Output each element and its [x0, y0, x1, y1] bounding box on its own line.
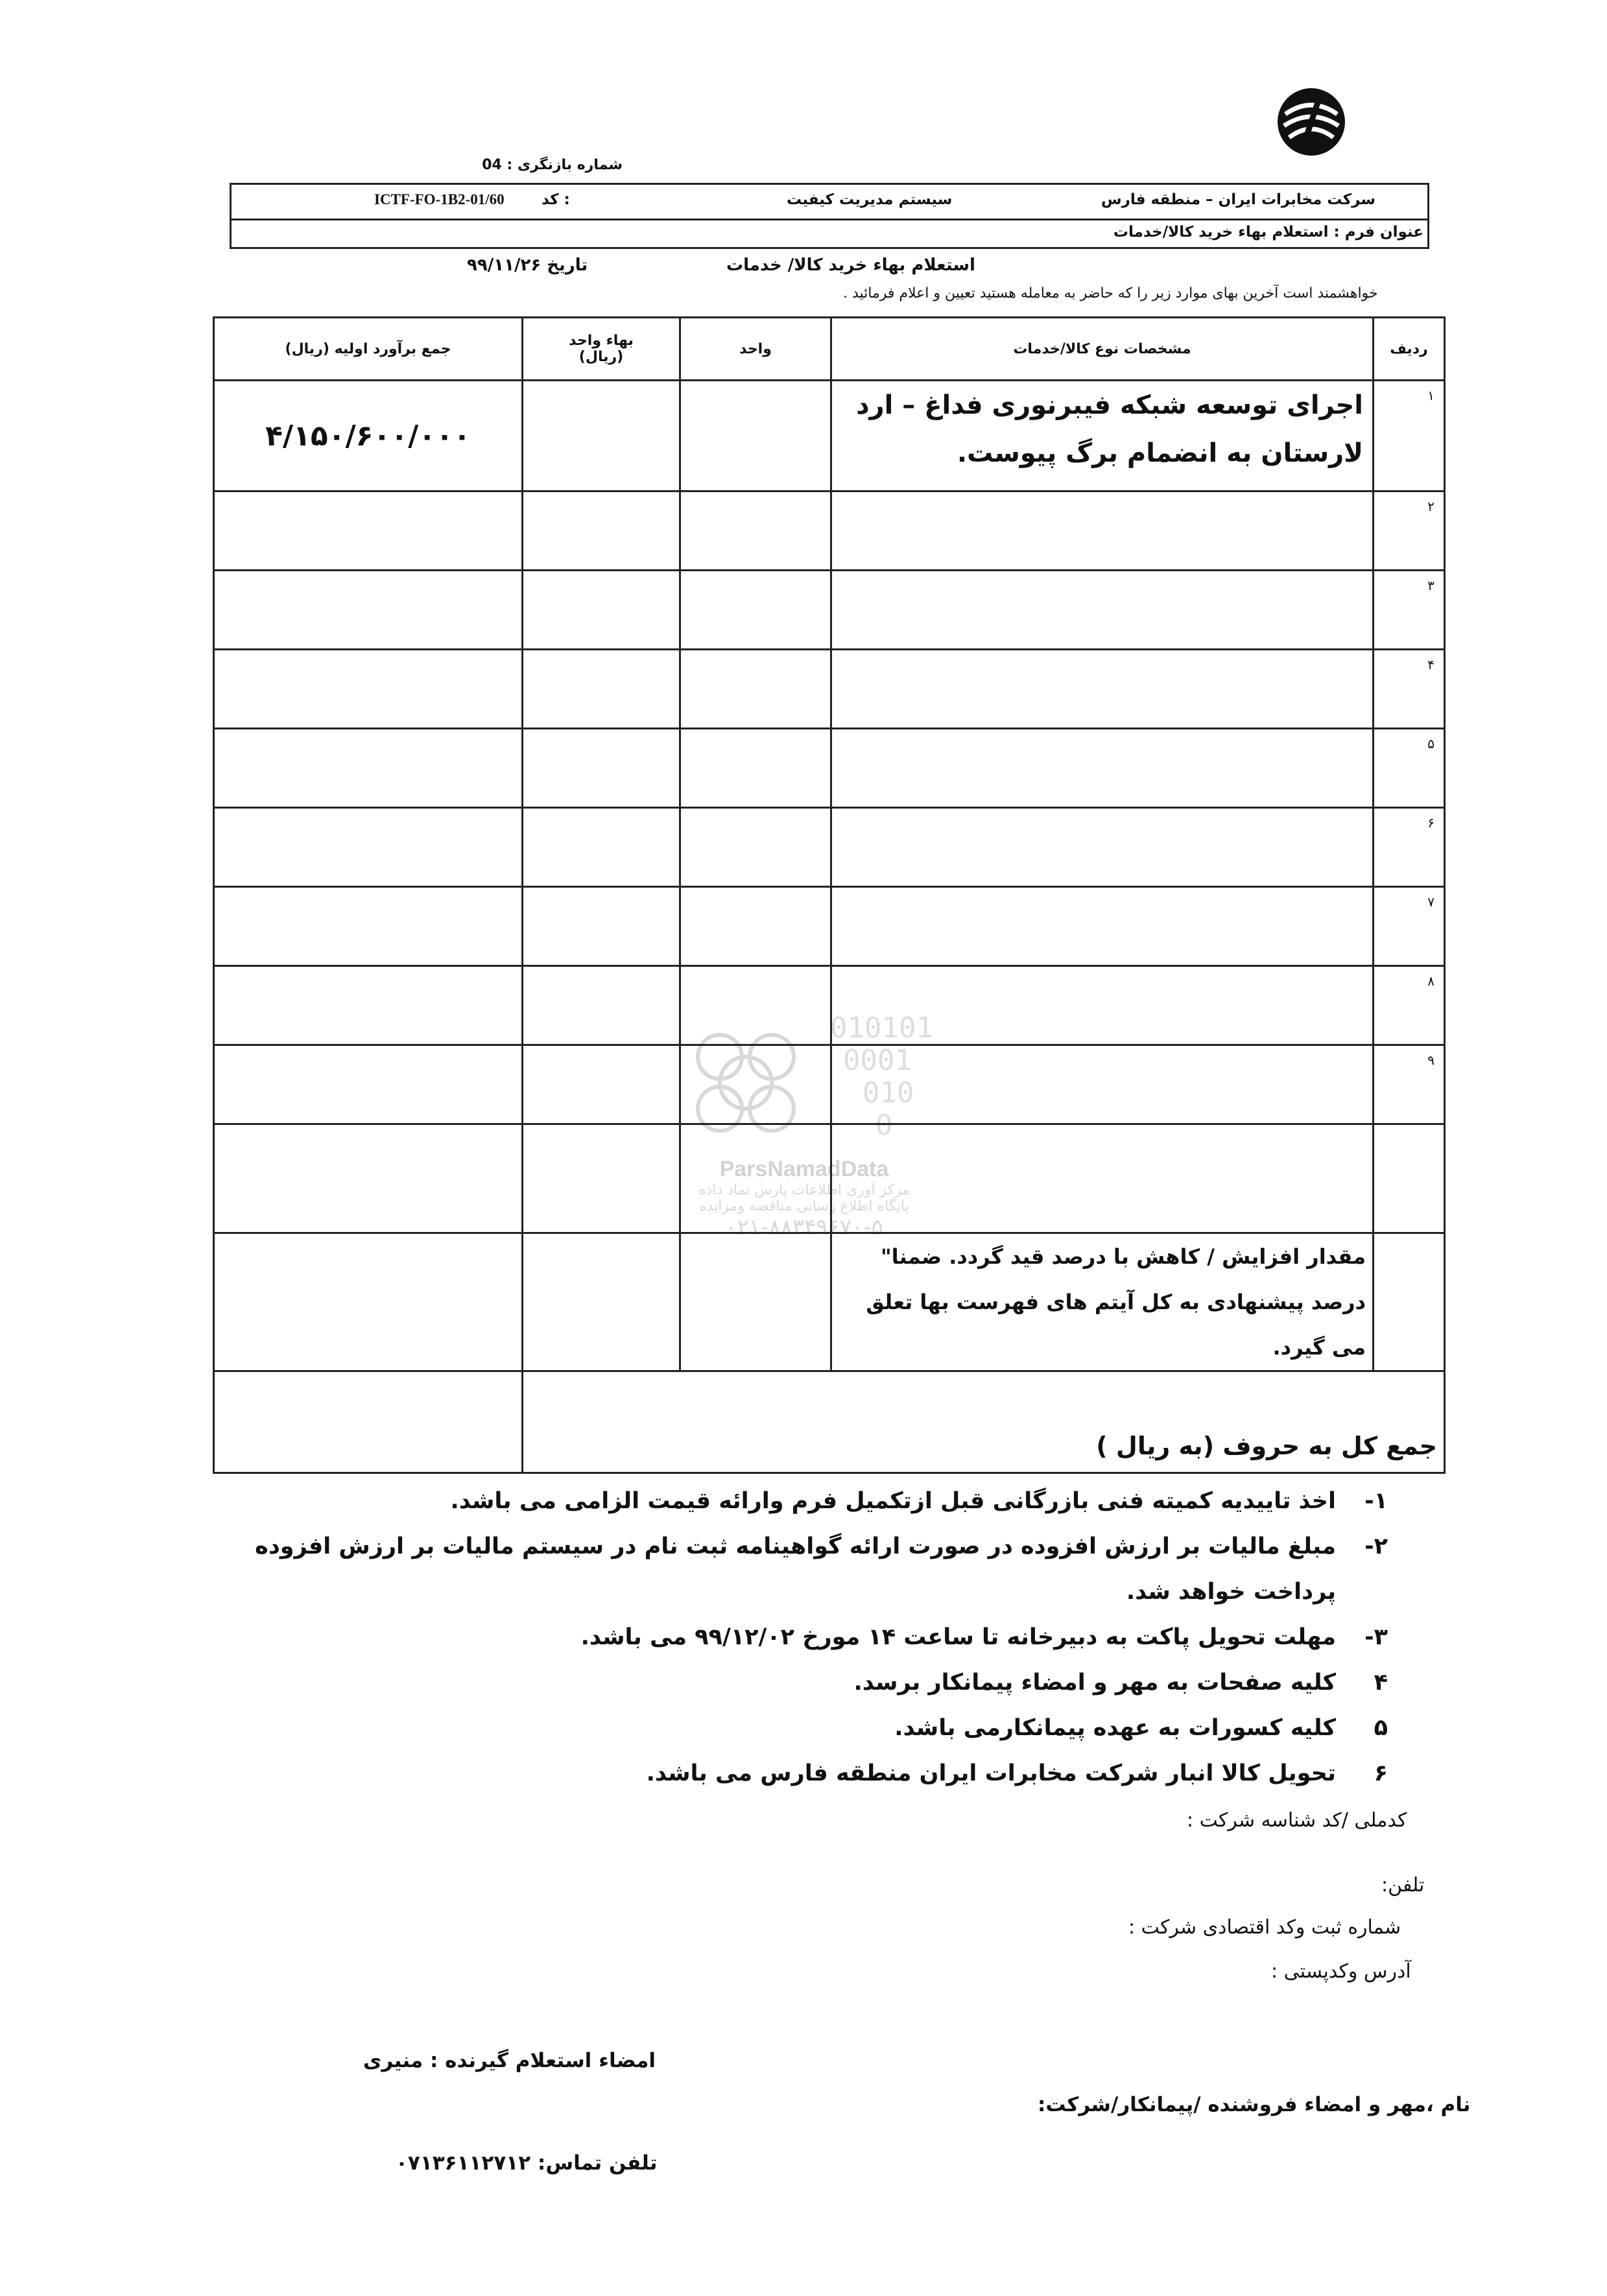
- table-row: [214, 1045, 1445, 1124]
- increase-unit: [680, 1233, 831, 1371]
- code-label: کد :: [542, 191, 570, 208]
- condition-text: مهلت تحویل پاکت به دبیرخانه تا ساعت ۱۴ مورخ ۹۹/۱۲/۰۲ می باشد.: [580, 1624, 1336, 1650]
- item-unit-price: [523, 381, 680, 491]
- item-total: [214, 491, 523, 571]
- instruction-text: خواهشمند است آخرین بهای موارد زیر را که حاضر به معامله هستید تعیین و اعلام فرمائید .: [843, 285, 1378, 302]
- company-logo-icon: [1272, 83, 1350, 161]
- form-code: ICTF-FO-1B2-01/60: [374, 191, 505, 207]
- item-total: [214, 808, 523, 887]
- item-unit: [680, 381, 831, 491]
- item-unit-price: [523, 650, 680, 729]
- item-spec: [831, 1124, 1374, 1233]
- list-item: [214, 1705, 1388, 1751]
- revision-number: شماره بازنگری : 04: [482, 157, 623, 173]
- item-spec: [831, 808, 1374, 887]
- total-in-words-value: [214, 1371, 523, 1473]
- item-spec: [831, 1045, 1374, 1124]
- item-total: [214, 1045, 523, 1124]
- item-unit: [680, 650, 831, 729]
- item-unit-price: [523, 966, 680, 1045]
- increase-row-number: [1374, 1233, 1445, 1371]
- item-unit-price: [523, 729, 680, 808]
- table-row: [214, 808, 1445, 887]
- row-number: ۴: [1374, 650, 1445, 729]
- item-total: [214, 650, 523, 729]
- list-item: [214, 1660, 1388, 1705]
- seller-signature-label: نام ،مهر و امضاء فروشنده /پیمانکار/شرکت:: [1038, 2093, 1471, 2116]
- watermark-line2: پایگاه اطلاع رسانی مناقصه ومزایده: [699, 1198, 909, 1214]
- increase-total: [214, 1233, 523, 1371]
- inquiry-date: تاریخ ۹۹/۱۱/۲۶: [467, 255, 588, 275]
- condition-text: اخذ تاییدیه کمیته فنی بازرگانی قبل ازتکمیل فرم وارائه قیمت الزامی می باشد.: [450, 1488, 1336, 1514]
- item-unit-price: [523, 1124, 680, 1233]
- item-spec: [831, 966, 1374, 1045]
- table-row: [214, 887, 1445, 966]
- row-number: ۵: [1374, 729, 1445, 808]
- item-total: [214, 571, 523, 650]
- svg-text:0: 0: [875, 1109, 893, 1142]
- condition-number: ۵: [1374, 1715, 1388, 1741]
- table-row: [214, 491, 1445, 571]
- list-item: [214, 1478, 1388, 1524]
- form-header-box: [230, 183, 1429, 249]
- table-row: [214, 381, 1445, 491]
- col-header-unit: واحد: [680, 318, 831, 381]
- table-row: [214, 650, 1445, 729]
- row-number: [1374, 1124, 1445, 1233]
- national-id-label: کدملی /کد شناسه شرکت :: [1187, 1809, 1407, 1832]
- row-number: ۹: [1374, 1045, 1445, 1124]
- list-item: [214, 1751, 1388, 1796]
- item-unit: [680, 966, 831, 1045]
- condition-number: ۶: [1374, 1760, 1388, 1786]
- phone-label: تلفن:: [1381, 1874, 1425, 1897]
- item-spec: [831, 491, 1374, 571]
- col-header-spec: مشخصات نوع کالا/خدمات: [831, 318, 1374, 381]
- item-total: ۴/۱۵۰/۶۰۰/۰۰۰: [214, 381, 523, 491]
- svg-text:0001: 0001: [843, 1044, 912, 1077]
- condition-number: ۴: [1374, 1670, 1388, 1696]
- condition-text: مبلغ مالیات بر ارزش افزوده در صورت ارائه گواهینامه ثبت نام در سیستم مالیات بر ارزش افزوده پرداخت خواهد شد.: [255, 1533, 1336, 1605]
- item-unit-price: [523, 808, 680, 887]
- increase-row: [214, 1233, 1445, 1371]
- condition-text: تحویل کالا انبار شرکت مخابرات ایران منطقه فارس می باشد.: [646, 1760, 1336, 1786]
- row-number: ۷: [1374, 887, 1445, 966]
- row-number: ۶: [1374, 808, 1445, 887]
- condition-text: کلیه کسورات به عهده پیمانکارمی باشد.: [894, 1715, 1336, 1741]
- conditions-list: [214, 1478, 1388, 1796]
- svg-text:010101: 010101: [830, 1012, 933, 1045]
- increase-note: مقدار افزایش / کاهش با درصد قید گردد. ضمنا" درصد پیشنهادی به کل آیتم های فهرست بها تعلق می گیرد.: [831, 1233, 1374, 1371]
- item-spec: اجرای توسعه شبکه فیبرنوری فداغ – ارد لارستان به انضمام برگ پیوست.: [831, 381, 1374, 491]
- watermark-line1: مرکز آوری اطلاعات پارس نماد داده: [698, 1182, 911, 1198]
- condition-text: کلیه صفحات به مهر و امضاء پیمانکار برسد.: [853, 1670, 1336, 1696]
- col-header-unit-price-label: بهاء واحد: [569, 333, 634, 349]
- item-unit-price: [523, 1045, 680, 1124]
- item-unit-price: [523, 491, 680, 571]
- col-header-total: جمع برآورد اولیه (ریال): [214, 318, 523, 381]
- table-row: [214, 966, 1445, 1045]
- condition-number: ۱-: [1364, 1488, 1388, 1514]
- watermark-brand: ParsNamadData: [719, 1157, 889, 1181]
- item-spec: [831, 887, 1374, 966]
- item-unit: [680, 571, 831, 650]
- form-title: عنوان فرم : استعلام بهاء خرید کالا/خدمات: [1113, 224, 1423, 241]
- item-total: [214, 1124, 523, 1233]
- row-number: ۳: [1374, 571, 1445, 650]
- company-name: سرکت مخابرات ایران – منطقه فارس: [1101, 191, 1375, 208]
- inquiry-signer: امضاء استعلام گیرنده : منیری: [363, 2049, 656, 2072]
- inquiry-table: [213, 316, 1446, 1474]
- contact-phone: تلفن تماس: ۰۷۱۳۶۱۱۲۷۱۲: [396, 2151, 658, 2175]
- col-header-unit-price-currency: (ریال): [578, 349, 624, 365]
- table-row: [214, 729, 1445, 808]
- item-unit: [680, 808, 831, 887]
- list-item: [214, 1615, 1388, 1660]
- form-header-row: [232, 185, 1427, 220]
- item-unit: [680, 1045, 831, 1124]
- item-unit: [680, 729, 831, 808]
- quality-system-label: سیستم مدیریت کیفیت: [787, 191, 953, 208]
- condition-number: ۳-: [1364, 1624, 1388, 1650]
- condition-number: ۲-: [1364, 1533, 1388, 1559]
- address-label: آدرس وکدپستی :: [1271, 1960, 1411, 1983]
- item-total: [214, 887, 523, 966]
- item-spec: [831, 650, 1374, 729]
- table-row: [214, 1124, 1445, 1233]
- item-unit: [680, 491, 831, 571]
- total-words-row: [214, 1371, 1445, 1473]
- item-total: [214, 966, 523, 1045]
- item-unit: [680, 1124, 831, 1233]
- col-header-row: ردیف: [1374, 318, 1445, 381]
- total-in-words-label: جمع کل به حروف (به ریال ): [523, 1371, 1445, 1473]
- row-number: ۲: [1374, 491, 1445, 571]
- row-number: ۱: [1374, 381, 1445, 491]
- item-total: [214, 729, 523, 808]
- item-unit-price: [523, 571, 680, 650]
- item-spec: [831, 571, 1374, 650]
- registration-number-label: شماره ثبت وکد اقتصادی شرکت :: [1128, 1916, 1401, 1939]
- item-spec: [831, 729, 1374, 808]
- svg-text:010: 010: [863, 1076, 914, 1109]
- item-unit-price: [523, 887, 680, 966]
- table-row: [214, 571, 1445, 650]
- list-item: [214, 1524, 1388, 1615]
- col-header-unit-price: [523, 318, 680, 381]
- item-unit: [680, 887, 831, 966]
- inquiry-title: استعلام بهاء خرید کالا/ خدمات: [726, 255, 975, 275]
- watermark-phone: ۰۲۱-۸۸۳۴۹۶۷۰-۵: [725, 1214, 883, 1240]
- table-header-row: [214, 318, 1445, 381]
- row-number: ۸: [1374, 966, 1445, 1045]
- increase-unit-price: [523, 1233, 680, 1371]
